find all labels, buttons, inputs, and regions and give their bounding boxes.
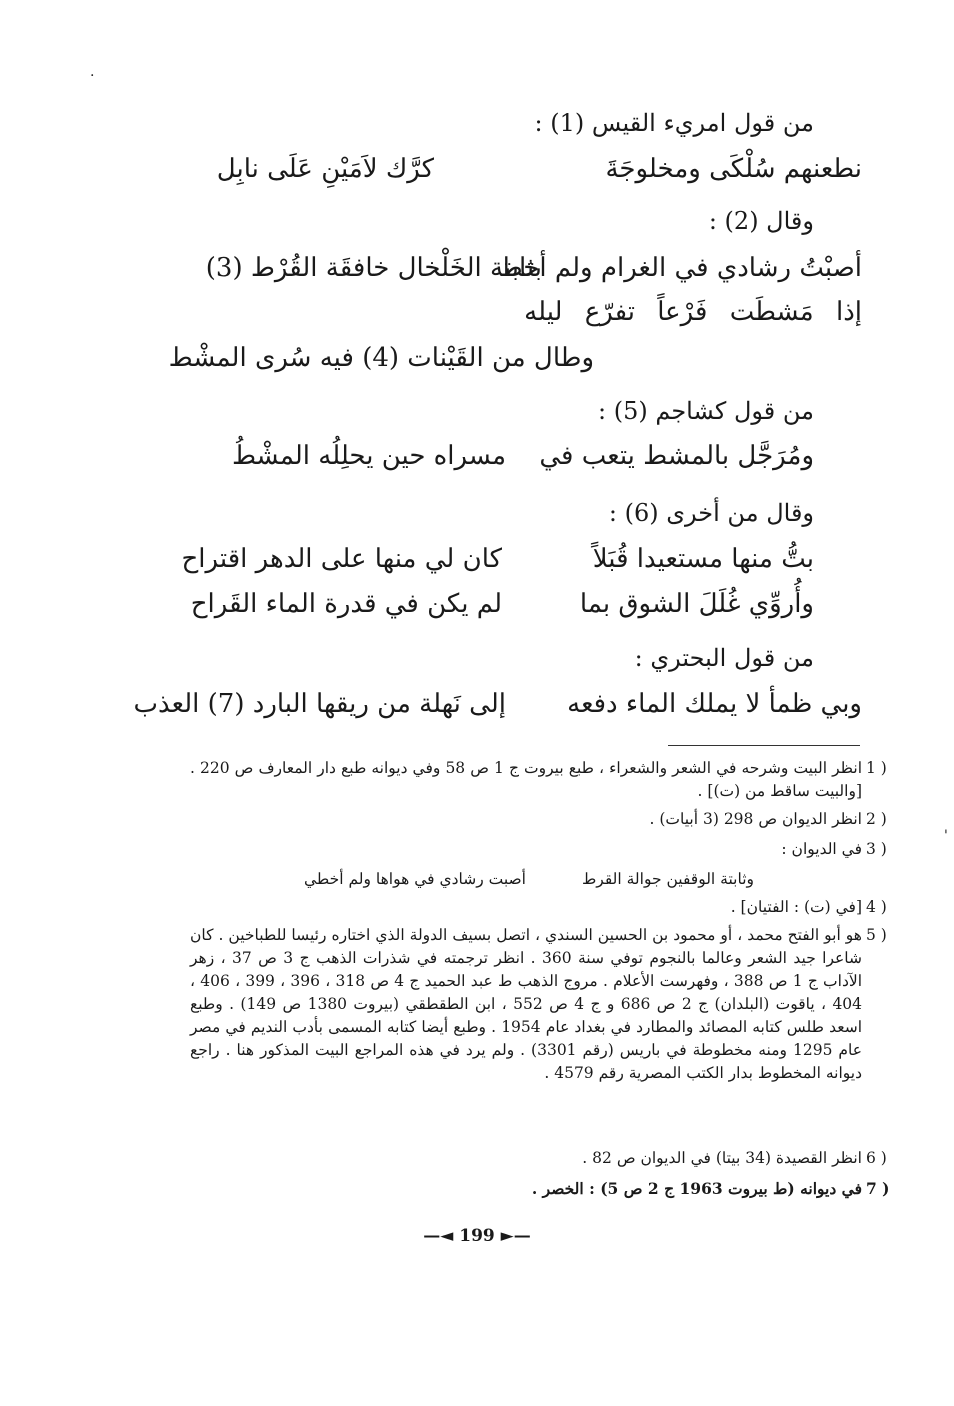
footnote-5-number: 5 ): [866, 926, 887, 944]
footnote-5: [190, 924, 887, 1085]
heading-imru-al-qais: من قول امريء القيس (1) :: [534, 109, 814, 137]
scan-speck: .: [90, 64, 95, 80]
page-number-left-dash: —◄: [423, 1226, 454, 1246]
footnote-separator: [668, 745, 860, 746]
verse-3-first-hemistich: إذا مَشطَت فَرْعاً تفرّع ليله: [524, 297, 862, 327]
footnote-5-text: هو أبو الفتح محمد ، أو محمود بن الحسين السندي ، اتصل بسيف الدولة الذي اختاره رئيسا للطباخين . كان شاعرا جيد الشعر وعالما بالنجوم توفي سنة 360 . انظر ترجمته في شذرات الذهب ج 3 ص 37 ، زهر الآداب ج 1 ص 388 ، وفهرست الأعلام . مروج الذهب ط عبد الحميد ج 4 ص 318 ، 396 ، 399 ، 406 ، 404 ، ياقوت (البلدان) ج 2 ص 686 و ج 4 ص 552 ، ابن الطقطقي (بيروت 1380 ص 149) . وطبع اسعد طلس كتابه المصائد والمطارد في بغداد عام 1954 . وطبع أيضا كتابه المسمى بأدب النديم في مصر عام 1295 ومنه مخطوطة في باريس (رقم 3301) . ولم يرد في هذه المراجع البيت المذكور هنا . راجع ديوانه المخطوط بدار الكتب المصرية رقم 4579 .: [190, 926, 863, 1082]
verse-6-first-hemistich: وأُروِّي غُلَلَ الشوق بما: [579, 589, 814, 619]
footnote-1-number: 1 ): [866, 759, 887, 777]
footnote-2: [190, 808, 887, 831]
footnote-3-verse-first: أصبت رشادي في هواها ولم أخطي: [304, 870, 526, 888]
footnote-6: [190, 1147, 887, 1170]
heading-said-2: وقال (2) :: [708, 207, 814, 235]
verse-1-second-hemistich: كرَّك لاَمَيْنِ عَلَى نابِل: [216, 154, 434, 184]
footnote-1: [190, 757, 887, 803]
footnote-1-text: انظر البيت وشرحه في الشعر والشعراء ، طبع بيروت ج 1 ص 58 وفي ديوانه طبع دار المعارف ص 220 . [والبيت ساقط من (ت)] .: [190, 759, 863, 800]
heading-buhturi: من قول البحتري :: [634, 644, 814, 672]
footnote-4: [190, 896, 887, 919]
verse-2-second-hemistich: بثابتة الخَلْخال خافقَة القُرْط (3): [205, 253, 542, 283]
footnote-7-number: 7 ): [866, 1179, 890, 1198]
footnote-7-text: في ديوانه (ط بيروت 1963 ج 2 ص 5) : الخصر .: [531, 1179, 862, 1198]
verse-6-second-hemistich: لم يكن في قدرة الماء القَراح: [190, 589, 502, 619]
footnote-3-text: في الديوان :: [781, 840, 862, 858]
page-number-right-dash: ►—: [500, 1226, 531, 1246]
page-number: [0, 1226, 954, 1246]
heading-kushajim: من قول كشاجم (5) :: [598, 397, 814, 425]
footnote-2-text: انظر الديوان ص 298 (3 أبيات) .: [649, 810, 862, 828]
footnote-2-number: 2 ): [866, 810, 887, 828]
footnote-3-number: 3 ): [866, 840, 887, 858]
footnote-7: [190, 1177, 890, 1200]
footnote-4-number: 4 ): [866, 898, 887, 916]
verse-7-second-hemistich: إلى نَهلة من ريقها البارد (7) العذب: [133, 689, 506, 719]
verse-5-first-hemistich: بتُّ منها مستعيدا قُبَلاً: [592, 544, 814, 574]
heading-other-poem: وقال من أخرى (6) :: [608, 499, 814, 527]
page-number-value: 199: [459, 1226, 495, 1246]
footnote-3: [190, 838, 887, 861]
verse-1-first-hemistich: نطعنهم سُلْكَى ومخلوجَةَ: [605, 154, 862, 184]
verse-5-second-hemistich: كان لي منها على الدهر اقتراح: [181, 544, 502, 574]
scan-mark: ': [944, 828, 948, 844]
verse-4-second-hemistich: مسراه حين يحلِلُه المشْطُ: [231, 441, 506, 471]
verse-4-first-hemistich: ومُرَجَّل بالمشط يتعب في: [539, 441, 814, 471]
footnote-6-text: انظر القصيدة (34 بيتا) في الديوان ص 82 .: [582, 1149, 862, 1167]
footnote-3-verse-second: وثابتة الوقفين جوالة القرط: [581, 870, 754, 888]
verse-7-first-hemistich: وبي ظمأ لا يملك الماء دفعه: [567, 689, 862, 719]
footnote-6-number: 6 ): [866, 1149, 887, 1167]
verse-2-first-hemistich: أصبْتُ رشادي في الغرام ولم أخط: [498, 253, 862, 283]
verse-3-second-hemistich: وطال من القَيْنات (4) فيه سُرى المشْط: [168, 343, 594, 373]
footnote-4-text: [في (ت) : الفتيان] .: [730, 898, 862, 916]
